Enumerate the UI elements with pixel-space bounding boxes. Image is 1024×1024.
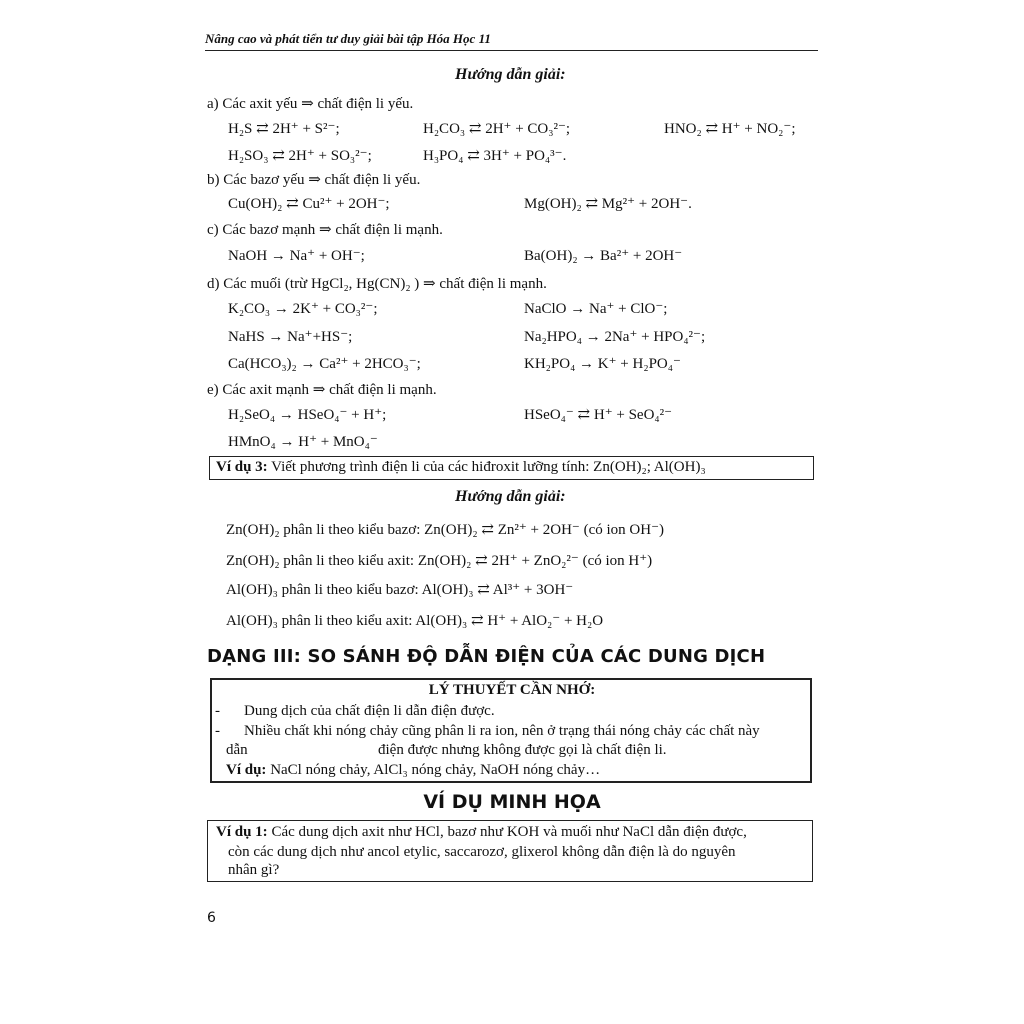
part-d-eq-na2hpo4: Na₂HPO₄ → 2Na⁺ + HPO₄²⁻; xyxy=(524,329,706,345)
example-1-line-1 xyxy=(216,824,747,841)
part-a-eq-h2co3: H₂CO₃ ⇄ 2H⁺ + CO₃²⁻; xyxy=(423,121,571,137)
example-3-text: Viết phương trình điện li của các hiđroxit lưỡng tính: Zn(OH)₂; Al(OH)₃ xyxy=(271,459,706,475)
part-b-label: b) Các bazơ yếu ⇒ chất điện li yếu. xyxy=(207,172,421,188)
part-c-eq-naoh: NaOH → Na⁺ + OH⁻; xyxy=(228,248,365,264)
part-d-eq-nahs: NaHS → Na⁺+HS⁻; xyxy=(228,329,353,345)
theory-bullet-2-line-1: Nhiều chất khi nóng chảy cũng phân li ra ion, nên ở trạng thái nóng chảy các chất này xyxy=(244,723,760,739)
amphoteric-eq: Al(OH)₃ ⇄ H⁺ + AlO₂⁻ + H₂O xyxy=(415,613,604,629)
amphoteric-eq: Al(OH)₃ ⇄ Al³⁺ + 3OH⁻ xyxy=(421,582,574,598)
amphoteric-lead: Al(OH)₃ phân li theo kiểu bazơ: xyxy=(226,582,419,598)
part-a-eq-h2s: H₂S ⇄ 2H⁺ + S²⁻; xyxy=(228,121,340,137)
part-d-eq-kh2po4: KH₂PO₄ → K⁺ + H₂PO₄⁻ xyxy=(524,356,681,372)
theory-example-label: Ví dụ: xyxy=(226,762,267,778)
amphoteric-lead: Zn(OH)₂ phân li theo kiểu axit: xyxy=(226,553,415,569)
part-a-label: a) Các axit yếu ⇒ chất điện li yếu. xyxy=(207,96,414,112)
part-c-label: c) Các bazơ mạnh ⇒ chất điện li mạnh. xyxy=(207,222,443,238)
amphoteric-eq: Zn(OH)₂ ⇄ Zn²⁺ + 2OH⁻ (có ion OH⁻) xyxy=(424,522,664,538)
guide-title: Hướng dẫn giải: xyxy=(455,66,566,83)
theory-title: LÝ THUYẾT CẦN NHỚ: xyxy=(428,682,596,698)
examples-title: VÍ DỤ MINH HỌA xyxy=(423,791,601,813)
part-e-eq-hmno4: HMnO₄ → H⁺ + MnO₄⁻ xyxy=(228,434,378,450)
example-1-label: Ví dụ 1: xyxy=(216,824,268,840)
theory-bullet-dash: - xyxy=(215,703,220,719)
example-1-line-3: nhân gì? xyxy=(228,862,280,878)
running-header: Nâng cao và phát tiển tư duy giải bài tập Hóa Học 11 xyxy=(205,31,491,46)
amphoteric-lead: Al(OH)₃ phân li theo kiểu axit: xyxy=(226,613,413,629)
theory-bullet-dash: - xyxy=(215,723,220,739)
part-d-eq-k2co3: K₂CO₃ → 2K⁺ + CO₃²⁻; xyxy=(228,301,378,317)
amphoteric-row xyxy=(226,580,573,599)
part-a-eq-hno2: HNO₂ ⇄ H⁺ + NO₂⁻; xyxy=(664,121,796,137)
section-title: DẠNG III: SO SÁNH ĐỘ DẪN ĐIỆN CỦA CÁC DUNG DỊCH xyxy=(207,646,766,667)
part-e-label: e) Các axit mạnh ⇒ chất điện li mạnh. xyxy=(207,382,437,398)
part-c-eq-baoh2: Ba(OH)₂ → Ba²⁺ + 2OH⁻ xyxy=(524,248,683,264)
amphoteric-lead: Zn(OH)₂ phân li theo kiểu bazơ: xyxy=(226,522,421,538)
example-3-label: Ví dụ 3: xyxy=(216,459,268,475)
theory-example xyxy=(226,762,600,779)
example-1-text-1: Các dung dịch axit như HCl, bazơ như KOH và muối như NaCl dẫn điện được, xyxy=(271,824,747,840)
header-rule xyxy=(205,50,818,51)
example-1-line-2: còn các dung dịch như ancol etylic, saccarozơ, glixerol không dẫn điện là do nguyên xyxy=(228,844,736,860)
part-d-label: d) Các muối (trừ HgCl₂, Hg(CN)₂ ) ⇒ chất điện li mạnh. xyxy=(207,276,547,292)
amphoteric-eq: Zn(OH)₂ ⇄ 2H⁺ + ZnO₂²⁻ (có ion H⁺) xyxy=(417,553,653,569)
guide-title-2: Hướng dẫn giải: xyxy=(455,488,566,505)
part-e-eq-h2seo4: H₂SeO₄ → HSeO₄⁻ + H⁺; xyxy=(228,407,387,423)
part-a-eq-h3po4: H₃PO₄ ⇄ 3H⁺ + PO₄³⁻. xyxy=(423,148,567,164)
theory-example-text: NaCl nóng chảy, AlCl₃ nóng chảy, NaOH nóng chảy… xyxy=(270,762,601,778)
part-e-eq-hseo4: HSeO₄⁻ ⇄ H⁺ + SeO₄²⁻ xyxy=(524,407,673,423)
part-d-eq-cahco3: Ca(HCO₃)₂ → Ca²⁺ + 2HCO₃⁻; xyxy=(228,356,421,372)
page-number: 6 xyxy=(207,910,216,926)
theory-bullet-1: Dung dịch của chất điện li dẫn điện được. xyxy=(244,703,495,719)
amphoteric-row xyxy=(226,520,664,539)
amphoteric-row xyxy=(226,611,603,630)
theory-bullet-2-line-2a: dẫn xyxy=(226,742,248,758)
part-b-eq-mgoh2: Mg(OH)₂ ⇄ Mg²⁺ + 2OH⁻. xyxy=(524,196,692,212)
part-a-eq-h2so3: H₂SO₃ ⇄ 2H⁺ + SO₃²⁻; xyxy=(228,148,372,164)
part-b-eq-cuoh2: Cu(OH)₂ ⇄ Cu²⁺ + 2OH⁻; xyxy=(228,196,390,212)
part-d-eq-naclo: NaClO → Na⁺ + ClO⁻; xyxy=(524,301,668,317)
example-3 xyxy=(216,459,706,476)
theory-bullet-2-line-2b: điện được nhưng không được gọi là chất điện li. xyxy=(378,742,667,758)
amphoteric-row xyxy=(226,551,652,570)
